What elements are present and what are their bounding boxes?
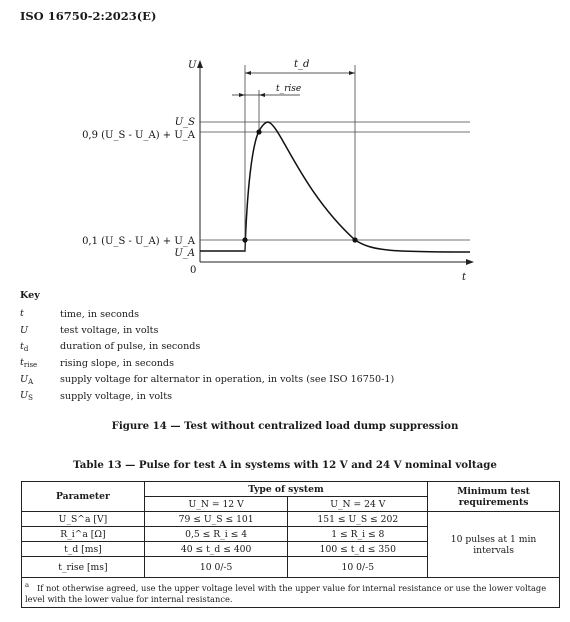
key-row: [20, 322, 394, 338]
ua-level-label: U_A: [174, 248, 195, 259]
level-09-label: 0,9 (U_S - U_A) + U_A: [82, 130, 195, 141]
value-24v-cell: 100 ≤ t_d ≤ 350: [288, 542, 428, 557]
minimum-requirement-cell: 10 pulses at 1 min intervals: [428, 512, 560, 578]
key-symbol: $t_{rise}$: [20, 357, 38, 370]
key-row: [20, 372, 394, 388]
point-90pct: [256, 129, 261, 134]
key-symbol: t: [20, 308, 24, 320]
load-dump-pulse-figure: [0, 40, 570, 280]
origin-label: 0: [190, 265, 197, 276]
footnote-text: If not otherwise agreed, use the upper voltage level with the upper value for internal resistance or use the lower voltage level with the lower value for internal resistance.: [25, 583, 547, 604]
table-footnote: [22, 578, 560, 608]
value-12v-cell: 40 ≤ t_d ≤ 400: [144, 542, 288, 557]
x-axis-arrow: [466, 259, 474, 265]
x-axis-label: t: [462, 272, 467, 280]
header-minimum-test: Minimum test requirements: [428, 482, 560, 512]
y-axis-arrow: [197, 60, 203, 68]
header-parameter: Parameter: [22, 482, 145, 512]
param-cell: U_S^a [V]: [22, 512, 145, 527]
point-10pct: [242, 237, 247, 242]
param-cell: R_i^a [Ω]: [22, 527, 145, 542]
key-description: duration of pulse, in seconds: [60, 341, 201, 353]
key-symbol: $U_A$: [20, 373, 34, 386]
param-cell: t_d [ms]: [22, 542, 145, 557]
figure-key: [20, 290, 394, 404]
key-symbol: $t_d$: [20, 340, 29, 353]
point-td-end: [352, 237, 357, 242]
trise-arrow-left: [239, 93, 245, 97]
key-description: time, in seconds: [60, 308, 140, 320]
td-arrow-right: [349, 71, 355, 75]
document-header: ISO 16750-2:2023(E): [20, 9, 157, 23]
key-description: supply voltage for alternator in operation, in volts (see ISO 16750-1): [60, 374, 395, 386]
table-row: [22, 512, 560, 527]
value-24v-cell: 151 ≤ U_S ≤ 202: [288, 512, 428, 527]
key-row: [20, 306, 394, 322]
header-12v-system: U_N = 12 V: [144, 497, 288, 512]
us-level-label: U_S: [174, 117, 195, 128]
level-01-label: 0,1 (U_S - U_A) + U_A: [82, 236, 195, 247]
value-12v-cell: 0,5 ≤ R_i ≤ 4: [144, 527, 288, 542]
footnote-mark: a: [25, 581, 30, 589]
key-title: Key: [20, 290, 40, 301]
value-12v-cell: 79 ≤ U_S ≤ 101: [144, 512, 288, 527]
trise-arrow-right: [259, 93, 265, 97]
value-12v-cell: 10 0/-5: [144, 557, 288, 578]
trise-label: t_rise: [276, 84, 302, 94]
key-description: test voltage, in volts: [60, 325, 159, 337]
key-row: [20, 339, 394, 355]
pulse-parameter-table: [21, 481, 560, 608]
key-row: [20, 388, 394, 404]
key-symbol: $U_S$: [20, 390, 33, 403]
key-symbol: U: [20, 324, 29, 336]
key-description: rising slope, in seconds: [60, 357, 174, 369]
value-24v-cell: 10 0/-5: [288, 557, 428, 578]
figure-caption: Figure 14 — Test without centralized load dump suppression: [111, 420, 459, 432]
header-type-of-system: Type of system: [144, 482, 427, 497]
y-axis-label: U: [188, 60, 197, 71]
param-cell: t_rise [ms]: [22, 557, 145, 578]
key-description: supply voltage, in volts: [60, 390, 173, 402]
key-row: [20, 355, 394, 371]
td-arrow-left: [245, 71, 251, 75]
td-label: t_d: [294, 59, 310, 70]
header-24v-system: U_N = 24 V: [288, 497, 428, 512]
value-24v-cell: 1 ≤ R_i ≤ 8: [288, 527, 428, 542]
pulse-curve: [200, 122, 470, 252]
table-title: Table 13 — Pulse for test A in systems with 12 V and 24 V nominal voltage: [73, 459, 497, 471]
